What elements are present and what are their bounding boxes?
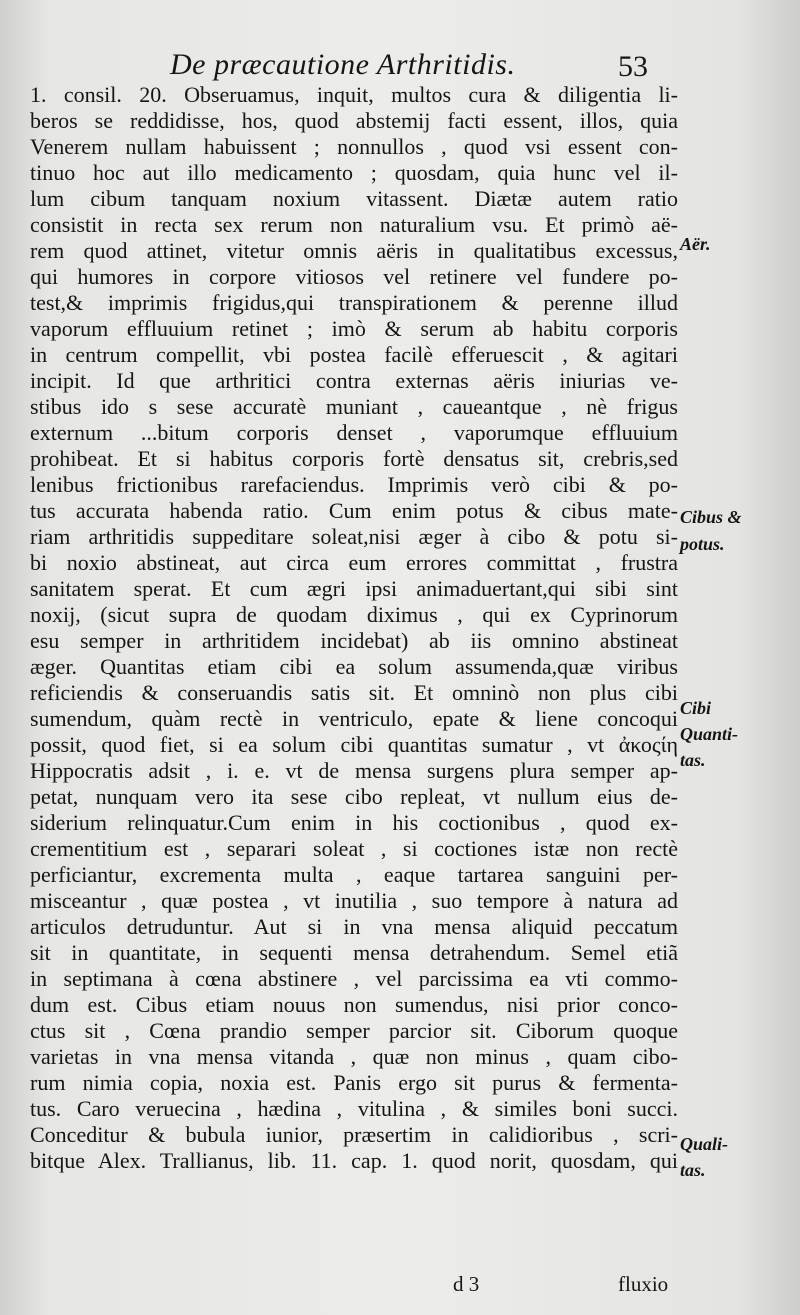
marginal-note-cibus-potus: potus. bbox=[680, 534, 725, 554]
text-line: esu semper in arthritidem incidebat) ab iis omnino abstineat bbox=[30, 628, 678, 653]
text-line: beros se reddidisse, hos, quod abstemij facti essent, illos, quia bbox=[30, 108, 678, 133]
text-line: sanitatem sperat. Et cum ægri ipsi animaduertant,qui sibi sint bbox=[30, 576, 678, 601]
text-line: tinuo hoc aut illo medicamento ; quosdam, quia hunc vel il- bbox=[30, 160, 678, 185]
text-line: qui humores in corpore vitiosos vel retinere vel fundere po- bbox=[30, 264, 678, 289]
text-line: riam arthritidis suppeditare soleat,nisi æger à cibo & potu si- bbox=[30, 524, 678, 549]
text-line: Hippocratis adsit , i. e. vt de mensa surgens plura semper ap- bbox=[30, 758, 678, 783]
text-line: in centrum compellit, vbi postea facilè efferuescit , & agitari bbox=[30, 342, 678, 367]
text-line: sit in quantitate, in sequenti mensa detrahendum. Semel etiã bbox=[30, 940, 678, 965]
text-line: dum est. Cibus etiam nouus non sumendus, nisi prior conco- bbox=[30, 992, 678, 1017]
text-line: externum ...bitum corporis denset , vaporumque effluuium bbox=[30, 420, 678, 445]
marginal-note-cibi-quantitas: Quanti- bbox=[680, 724, 739, 744]
text-line: rum nimia copia, noxia est. Panis ergo sit purus & fermenta- bbox=[30, 1070, 678, 1095]
text-line: perficiantur, excrementa multa , eaque tartarea sanguini per- bbox=[30, 862, 678, 887]
text-line: ctus sit , Cœna prandio semper parcior sit. Ciborum quoque bbox=[30, 1018, 678, 1043]
running-title: De præcautione Arthritidis. bbox=[170, 48, 516, 81]
text-line: incipit. Id que arthritici contra externas aëris iniurias ve- bbox=[30, 368, 678, 393]
text-line: noxij, (sicut supra de quodam diximus , qui ex Cyprinorum bbox=[30, 602, 678, 627]
text-line: lum cibum tanquam noxium vitassent. Diætæ autem ratio bbox=[30, 186, 678, 211]
page-footer bbox=[0, 1272, 800, 1300]
text-line: articulos detruduntur. Aut si in vna mensa aliquid peccatum bbox=[30, 914, 678, 939]
marginal-note-qualitas: Quali- bbox=[680, 1134, 729, 1154]
text-line: stibus ido s sese accuratè muniant , caueantque , nè frigus bbox=[30, 394, 678, 419]
text-line: in septimana à cœna abstinere , vel parcissima ea vti commo- bbox=[30, 966, 678, 991]
text-line: varietas in vna mensa vitanda , quæ non minus , quam cibo- bbox=[30, 1044, 678, 1069]
text-line: test,& imprimis frigidus,qui transpirationem & perenne illud bbox=[30, 290, 678, 315]
text-line: crementitium est , separari soleat , si coctiones istæ non rectè bbox=[30, 836, 678, 861]
text-line: bitque Alex. Trallianus, lib. 11. cap. 1. quod norit, quosdam, qui bbox=[30, 1148, 678, 1173]
text-line: misceantur , quæ postea , vt inutilia , suo tempore à natura ad bbox=[30, 888, 678, 913]
text-line: reficiendis & conseruandis satis sit. Et omninò non plus cibi bbox=[30, 680, 678, 705]
marginal-note-cibi-quantitas: tas. bbox=[680, 750, 706, 770]
catchword: fluxio bbox=[618, 1272, 669, 1296]
text-line: Venerem nullam habuissent ; nonnullos , quod vsi essent con- bbox=[30, 134, 678, 159]
text-line: lenibus frictionibus rarefaciendus. Imprimis verò cibi & po- bbox=[30, 472, 678, 497]
bleed-through-mark bbox=[712, 96, 782, 216]
text-line: bi noxio abstineat, aut circa eum errores committat , frustra bbox=[30, 550, 678, 575]
text-line: siderium relinquatur.Cum enim in his coctionibus , quod ex- bbox=[30, 810, 678, 835]
text-line: vaporum effluuium retinet ; imò & serum ab habitu corporis bbox=[30, 316, 678, 341]
text-line: prohibeat. Et si habitus corporis fortè densatus sit, crebris,sed bbox=[30, 446, 678, 471]
text-line: petat, nunquam vero ita sese cibo repleat, vt nullum eius de- bbox=[30, 784, 678, 809]
text-line: Conceditur & bubula iunior, præsertim in calidioribus , scri- bbox=[30, 1122, 678, 1147]
signature-mark: d 3 bbox=[453, 1272, 480, 1296]
text-line: possit, quod fiet, si ea solum cibi quantitas sumatur , vt ἀκοςίη bbox=[30, 732, 678, 757]
text-line: tus accurata habenda ratio. Cum enim potus & cibus mate- bbox=[30, 498, 678, 523]
marginal-note-aer: Aër. bbox=[680, 234, 711, 254]
text-line: rem quod attinet, vitetur omnis aëris in qualitatibus excessus, bbox=[30, 238, 678, 263]
text-line: tus. Caro veruecina , hædina , vitulina , & similes boni succi. bbox=[30, 1096, 678, 1121]
marginal-note-qualitas: tas. bbox=[680, 1160, 706, 1180]
text-line: consistit in recta sex rerum non naturalium vsu. Et primò aë- bbox=[30, 212, 678, 237]
marginal-note-cibus-potus: Cibus & bbox=[680, 507, 742, 527]
marginal-note-cibi-quantitas: Cibi bbox=[680, 698, 712, 718]
text-line: 1. consil. 20. Obseruamus, inquit, multos cura & diligentia li- bbox=[30, 82, 678, 107]
page-number: 53 bbox=[618, 50, 648, 83]
text-line: sumendum, quàm rectè in ventriculo, epate & liene concoqui bbox=[30, 706, 678, 731]
text-line: æger. Quantitas etiam cibi ea solum assumenda,quæ viribus bbox=[30, 654, 678, 679]
